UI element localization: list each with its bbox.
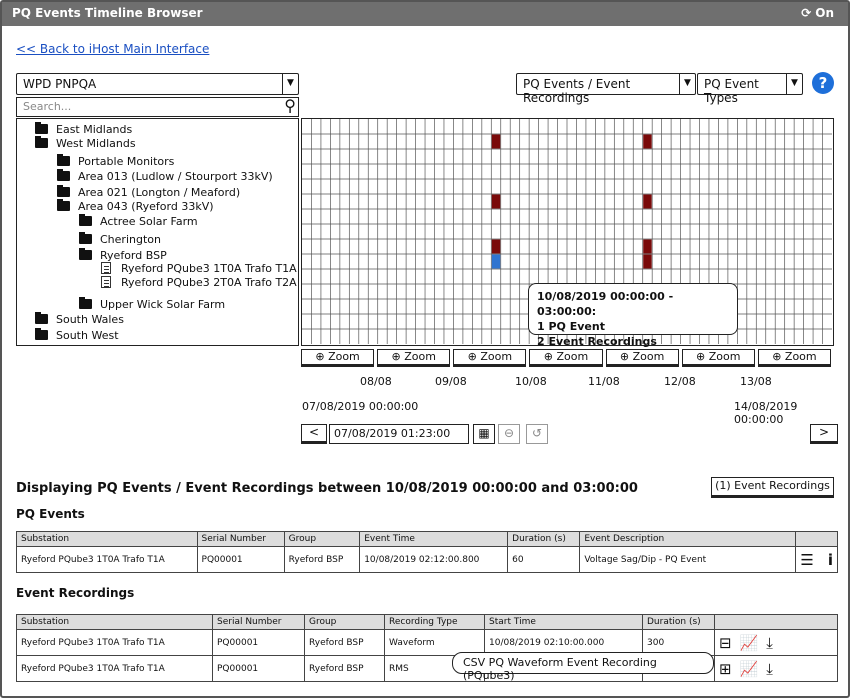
document-icon xyxy=(101,276,111,288)
tree-node[interactable] xyxy=(101,262,297,275)
window-title: PQ Events Timeline Browser xyxy=(12,6,203,20)
zoom-in-icon: ⊕ xyxy=(467,350,481,363)
date-field[interactable]: 07/08/2019 01:23:00 xyxy=(329,424,469,444)
table-header-row xyxy=(17,532,838,547)
tree-node[interactable] xyxy=(79,249,167,262)
table-row[interactable] xyxy=(17,656,838,682)
folder-icon xyxy=(35,138,48,148)
display-heading: Displaying PQ Events / Event Recordings between 10/08/2019 00:00:00 and 03:00:00 xyxy=(16,481,638,496)
table-cell: 10/08/2019 02:12:00.800 xyxy=(360,547,508,573)
table-header-row xyxy=(17,615,838,630)
column-header: Group xyxy=(284,532,360,547)
table-cell: Ryeford PQube3 1T0A Trafo T1A xyxy=(17,547,198,573)
range-end: 14/08/2019 00:00:00 xyxy=(734,400,798,426)
event-timeline-cell[interactable] xyxy=(492,195,500,209)
zoom-button[interactable]: ⊕ Zoom xyxy=(377,349,450,367)
zoom-in-icon: ⊕ xyxy=(391,350,405,363)
refresh-icon: ⟳ xyxy=(801,6,812,20)
chevron-down-icon: ▼ xyxy=(282,74,298,94)
recording-callout: CSV PQ Waveform Event Recording (PQube3) xyxy=(452,652,714,674)
next-button[interactable]: > xyxy=(810,424,838,444)
folder-icon xyxy=(57,171,70,181)
actions-header xyxy=(715,615,838,630)
folder-icon xyxy=(79,299,92,309)
back-link[interactable]: << Back to iHost Main Interface xyxy=(16,42,210,56)
title-bar xyxy=(2,2,848,26)
event-timeline-cell[interactable] xyxy=(492,135,500,149)
zoom-button[interactable]: ⊕ Zoom xyxy=(682,349,755,367)
info-icon[interactable]: i xyxy=(827,550,833,569)
tree-node-label: Portable Monitors xyxy=(78,155,175,168)
event-timeline-cell[interactable] xyxy=(643,240,651,254)
table-cell: 300 xyxy=(643,630,715,656)
table-cell: RMS xyxy=(385,656,485,682)
day-tick-label: 12/08 xyxy=(664,375,696,388)
day-tick-label: 09/08 xyxy=(435,375,467,388)
table-row[interactable] xyxy=(17,547,838,573)
tree-node-label: Ryeford PQube3 1T0A Trafo T1A xyxy=(121,262,297,275)
download-icon[interactable]: ⤓ xyxy=(766,659,773,678)
timeline-tooltip: 10/08/2019 00:00:00 - 03:00:00: 1 PQ Event 2 Event Recordings xyxy=(528,283,738,335)
table-cell: Ryeford BSP xyxy=(284,547,360,573)
pq-events-table xyxy=(16,531,838,573)
zoom-in-icon: ⊕ xyxy=(619,350,633,363)
tree-node-label: Upper Wick Solar Farm xyxy=(100,298,226,311)
column-header: Event Time xyxy=(360,532,508,547)
chart-icon[interactable]: 📈 xyxy=(739,633,759,652)
table-cell: 10/08/2019 02:10:00.000 xyxy=(485,630,643,656)
tree-node-label: Actree Solar Farm xyxy=(100,215,198,228)
column-header: Substation xyxy=(17,615,213,630)
tree-node-label: West Midlands xyxy=(56,137,136,150)
table-cell: Voltage Sag/Dip - PQ Event xyxy=(580,547,796,573)
zoom-button[interactable]: ⊕ Zoom xyxy=(453,349,526,367)
table-cell: Ryeford BSP xyxy=(305,656,385,682)
column-header: Event Description xyxy=(580,532,796,547)
tree-node-label: Area 043 (Ryeford 33kV) xyxy=(78,200,214,213)
row-actions xyxy=(715,656,838,682)
expand-icon[interactable]: ⊞ xyxy=(719,659,732,678)
folder-icon xyxy=(35,330,48,340)
table-row[interactable] xyxy=(17,630,838,656)
tree-node-label: Ryeford PQube3 2T0A Trafo T2A xyxy=(121,276,297,289)
chevron-down-icon: ▼ xyxy=(786,74,802,94)
day-tick-label: 10/08 xyxy=(515,375,547,388)
chevron-down-icon: ▼ xyxy=(679,74,695,94)
column-header: Substation xyxy=(17,532,198,547)
zoom-in-icon: ⊕ xyxy=(696,350,709,363)
day-tick-label: 08/08 xyxy=(360,375,392,388)
tree-node[interactable] xyxy=(79,215,198,228)
table-cell: PQ00001 xyxy=(213,630,305,656)
zoom-button[interactable]: ⊕ Zoom xyxy=(758,349,831,367)
range-start: 07/08/2019 00:00:00 xyxy=(302,400,419,413)
zoom-in-icon: ⊕ xyxy=(772,350,785,363)
tree-node-label: South Wales xyxy=(56,313,124,326)
tree-node-label: South West xyxy=(56,329,119,342)
chart-icon[interactable]: 📈 xyxy=(739,659,759,678)
tree-node[interactable] xyxy=(35,329,119,342)
column-header: Duration (s) xyxy=(508,532,580,547)
folder-icon xyxy=(57,201,70,211)
folder-icon xyxy=(79,250,92,260)
tree-node-label: Ryeford BSP xyxy=(100,249,167,262)
actions-header xyxy=(796,532,838,547)
zoom-button[interactable]: ⊕ Zoom xyxy=(529,349,602,367)
folder-icon xyxy=(35,314,48,324)
collapse-icon[interactable]: ⊟ xyxy=(719,633,732,652)
pq-events-heading: PQ Events xyxy=(16,507,85,521)
column-header: Recording Type xyxy=(385,615,485,630)
tree-node[interactable] xyxy=(57,155,174,168)
download-icon[interactable]: ⤓ xyxy=(766,633,773,652)
help-icon[interactable]: ? xyxy=(812,72,834,94)
tree-node[interactable] xyxy=(35,313,124,326)
selected-timeline-cell[interactable] xyxy=(492,255,500,269)
zoom-out-icon[interactable]: ⊖ xyxy=(498,424,520,444)
event-timeline-cell[interactable] xyxy=(643,255,651,269)
event-timeline-cell[interactable] xyxy=(643,135,651,149)
recordings-heading: Event Recordings xyxy=(16,586,135,600)
reset-icon[interactable]: ↺ xyxy=(526,424,548,444)
tree-node[interactable] xyxy=(35,137,136,150)
zoom-button[interactable]: ⊕ Zoom xyxy=(301,349,374,367)
table-cell: 60 xyxy=(508,547,580,573)
zoom-button[interactable]: ⊕ Zoom xyxy=(606,349,679,367)
row-actions xyxy=(796,547,838,573)
table-cell: PQ00001 xyxy=(213,656,305,682)
tree-node[interactable] xyxy=(79,298,225,311)
table-cell: Waveform xyxy=(385,630,485,656)
search-icon[interactable]: ⚲ xyxy=(284,96,296,115)
table-cell: Ryeford PQube3 1T0A Trafo T1A xyxy=(17,630,213,656)
column-header: Serial Number xyxy=(197,532,284,547)
view-select[interactable]: PQ Events / Event Recordings ▼ xyxy=(516,73,696,95)
table-cell: PQ00001 xyxy=(197,547,284,573)
tree-node[interactable] xyxy=(57,186,240,199)
tree-node-label: Area 021 (Longton / Meaford) xyxy=(78,186,241,199)
table-cell: Ryeford BSP xyxy=(305,630,385,656)
region-select[interactable]: WPD PNPQA ▼ xyxy=(16,73,299,95)
tree-node[interactable] xyxy=(57,170,273,183)
zoom-in-icon: ⊕ xyxy=(543,350,557,363)
tree-node[interactable] xyxy=(79,233,161,246)
day-tick-label: 13/08 xyxy=(740,375,772,388)
tree-node[interactable] xyxy=(35,123,132,136)
tree-node-label: Cherington xyxy=(100,233,161,246)
folder-icon xyxy=(79,216,92,226)
calendar-icon[interactable]: ▦ xyxy=(473,424,495,444)
event-timeline-cell[interactable] xyxy=(492,240,500,254)
column-header: Serial Number xyxy=(213,615,305,630)
tree-node[interactable] xyxy=(101,276,297,289)
row-actions xyxy=(715,630,838,656)
tree-node-label: Area 013 (Ludlow / Stourport 33kV) xyxy=(78,170,273,183)
column-header: Group xyxy=(305,615,385,630)
event-timeline-cell[interactable] xyxy=(643,195,651,209)
column-header: Start Time xyxy=(485,615,643,630)
tree-node[interactable] xyxy=(57,200,214,213)
table-cell: Ryeford PQube3 1T0A Trafo T1A xyxy=(17,656,213,682)
document-icon xyxy=(101,262,111,274)
tree-node-label: East Midlands xyxy=(56,123,133,136)
prev-button[interactable]: < xyxy=(301,424,327,444)
folder-icon xyxy=(57,187,70,197)
folder-icon xyxy=(35,124,48,134)
event-recordings-button[interactable]: (1) Event Recordings xyxy=(711,477,834,498)
column-header: Duration (s) xyxy=(643,615,715,630)
day-tick-label: 11/08 xyxy=(588,375,620,388)
event-type-select[interactable]: PQ Event Types ▼ xyxy=(697,73,803,95)
recordings-table xyxy=(16,614,838,682)
list-icon[interactable]: ☰ xyxy=(800,550,814,569)
site-tree xyxy=(16,118,299,346)
zoom-in-icon: ⊕ xyxy=(315,350,329,363)
search-input[interactable]: Search... ⚲ xyxy=(16,97,299,117)
folder-icon xyxy=(79,234,92,244)
refresh-toggle[interactable]: ⟳ On xyxy=(801,6,834,20)
folder-icon xyxy=(57,156,70,166)
